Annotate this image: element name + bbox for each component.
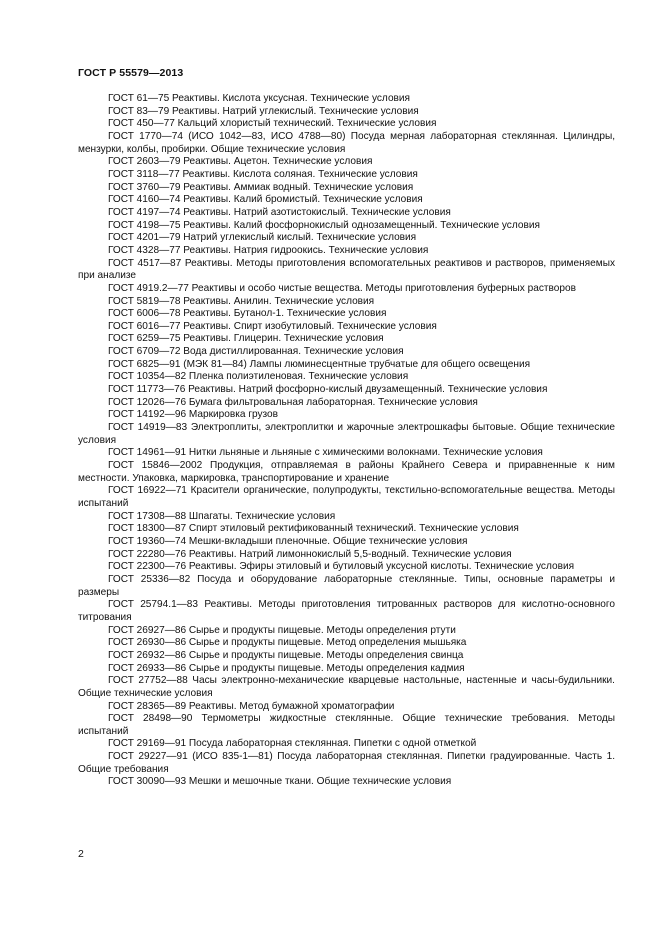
reference-entry: ГОСТ 14961—91 Нитки льняные и льняные с химическими волокнами. Технические условия	[108, 447, 543, 459]
reference-entry: ГОСТ 1770—74 (ИСО 1042—83, ИСО 4788—80) Посуда мерная лабораторная стеклянная. Цилиндры, мензурки, колбы, пробирки. Общие технические условия	[78, 130, 615, 155]
reference-entry: ГОСТ 4160—74 Реактивы. Калий бромистый. Технические условия	[108, 194, 423, 206]
reference-entry: ГОСТ 6709—72 Вода дистиллированная. Технические условия	[108, 346, 404, 358]
reference-entry: ГОСТ 26932—86 Сырье и продукты пищевые. Методы определения свинца	[108, 649, 464, 661]
reference-entry: ГОСТ 18300—87 Спирт этиловый ректификованный технический. Технические условия	[108, 523, 519, 535]
reference-entry: ГОСТ 10354—82 Пленка полиэтиленовая. Технические условия	[108, 371, 409, 383]
reference-entry: ГОСТ 14919—83 Электроплиты, электроплитки и жарочные электрошкафы бытовые. Общие технические условия	[78, 422, 615, 446]
reference-entry: ГОСТ 22300—76 Реактивы. Эфиры этиловый и бутиловый уксусной кислоты. Технические условия	[108, 561, 575, 573]
reference-entry: ГОСТ 29169—91 Посуда лабораторная стеклянная. Пипетки с одной отметкой	[108, 738, 477, 750]
reference-entry: ГОСТ 25794.1—83 Реактивы. Методы приготовления титрованных растворов для кислотно-основного титрования	[78, 599, 615, 623]
reference-entry: ГОСТ 4197—74 Реактивы. Натрий азотистокислый. Технические условия	[108, 206, 451, 218]
reference-entry: ГОСТ 30090—93 Мешки и мешочные ткани. Общие технические условия	[108, 776, 452, 788]
reference-entry: ГОСТ 4198—75 Реактивы. Калий фосфорнокислый однозамещенный. Технические условия	[108, 219, 540, 231]
document-header: ГОСТ Р 55579—2013	[78, 67, 184, 79]
reference-entry: ГОСТ 4919.2—77 Реактивы и особо чистые вещества. Методы приготовления буферных растворов	[108, 282, 576, 294]
reference-entry: ГОСТ 6259—75 Реактивы. Глицерин. Технические условия	[108, 333, 384, 345]
reference-entry: ГОСТ 15846—2002 Продукция, отправляемая в районы Крайнего Севера и приравненные к ним местности. Упаковка, маркировка, транспортирование и хранение	[78, 460, 615, 484]
reference-entry: ГОСТ 26930—86 Сырье и продукты пищевые. Метод определения мышьяка	[108, 637, 467, 649]
reference-entry: ГОСТ 22280—76 Реактивы. Натрий лимоннокислый 5,5-водный. Технические условия	[108, 548, 512, 560]
reference-entry: ГОСТ 450—77 Кальций хлористый технический. Технические условия	[108, 118, 437, 130]
reference-entry: ГОСТ 3118—77 Реактивы. Кислота соляная. Технические условия	[108, 168, 418, 180]
reference-entry: ГОСТ 11773—76 Реактивы. Натрий фосфорно-кислый двузамещенный. Технические условия	[108, 384, 548, 396]
reference-entry: ГОСТ 12026—76 Бумага фильтровальная лабораторная. Технические условия	[108, 396, 478, 408]
reference-entry: ГОСТ 25336—82 Посуда и оборудование лабораторные стеклянные. Типы, основные параметры и размеры	[78, 573, 615, 598]
reference-entry: ГОСТ 61—75 Реактивы. Кислота уксусная. Технические условия	[108, 93, 411, 104]
reference-entry: ГОСТ 3760—79 Реактивы. Аммиак водный. Технические условия	[108, 181, 414, 193]
reference-entry: ГОСТ 16922—71 Красители органические, полупродукты, текстильно-вспомогательные вещества. Методы испытаний	[78, 485, 615, 509]
normative-references-list	[78, 93, 615, 789]
reference-entry: ГОСТ 6825—91 (МЭК 81—84) Лампы люминесцентные трубчатые для общего освещения	[108, 358, 531, 370]
reference-entry: ГОСТ 26933—86 Сырье и продукты пищевые. Методы определения кадмия	[108, 662, 465, 674]
reference-entry: ГОСТ 83—79 Реактивы. Натрий углекислый. Технические условия	[108, 105, 419, 117]
reference-entry: ГОСТ 14192—96 Маркировка грузов	[108, 409, 279, 421]
reference-entry: ГОСТ 17308—88 Шпагаты. Технические условия	[108, 510, 336, 522]
reference-entry: ГОСТ 4517—87 Реактивы. Методы приготовления вспомогательных реактивов и растворов, применяемых при анализе	[78, 257, 615, 282]
reference-entry: ГОСТ 29227—91 (ИСО 835-1—81) Посуда лабораторная стеклянная. Пипетки градуированные. Часть 1. Общие требования	[78, 751, 615, 775]
page-number: 2	[78, 848, 84, 860]
reference-entry: ГОСТ 26927—86 Сырье и продукты пищевые. Методы определения ртути	[108, 624, 456, 636]
reference-entry: ГОСТ 4328—77 Реактивы. Натрия гидроокись. Технические условия	[108, 244, 429, 256]
reference-entry: ГОСТ 6016—77 Реактивы. Спирт изобутиловый. Технические условия	[108, 320, 437, 332]
reference-entry: ГОСТ 19360—74 Мешки-вкладыши пленочные. Общие технические условия	[108, 535, 468, 547]
reference-entry: ГОСТ 6006—78 Реактивы. Бутанол-1. Технические условия	[108, 308, 387, 320]
reference-entry: ГОСТ 2603—79 Реактивы. Ацетон. Технические условия	[108, 156, 373, 168]
reference-entry: ГОСТ 5819—78 Реактивы. Анилин. Технические условия	[108, 295, 375, 307]
reference-entry: ГОСТ 4201—79 Натрий углекислый кислый. Технические условия	[108, 232, 417, 244]
reference-entry: ГОСТ 27752—88 Часы электронно-механические кварцевые настольные, настенные и часы-будильники. Общие технические условия	[78, 675, 615, 699]
reference-entry: ГОСТ 28365—89 Реактивы. Метод бумажной хроматографии	[108, 700, 395, 712]
reference-entry: ГОСТ 28498—90 Термометры жидкостные стеклянные. Общие технические требования. Методы испытаний	[78, 713, 615, 737]
